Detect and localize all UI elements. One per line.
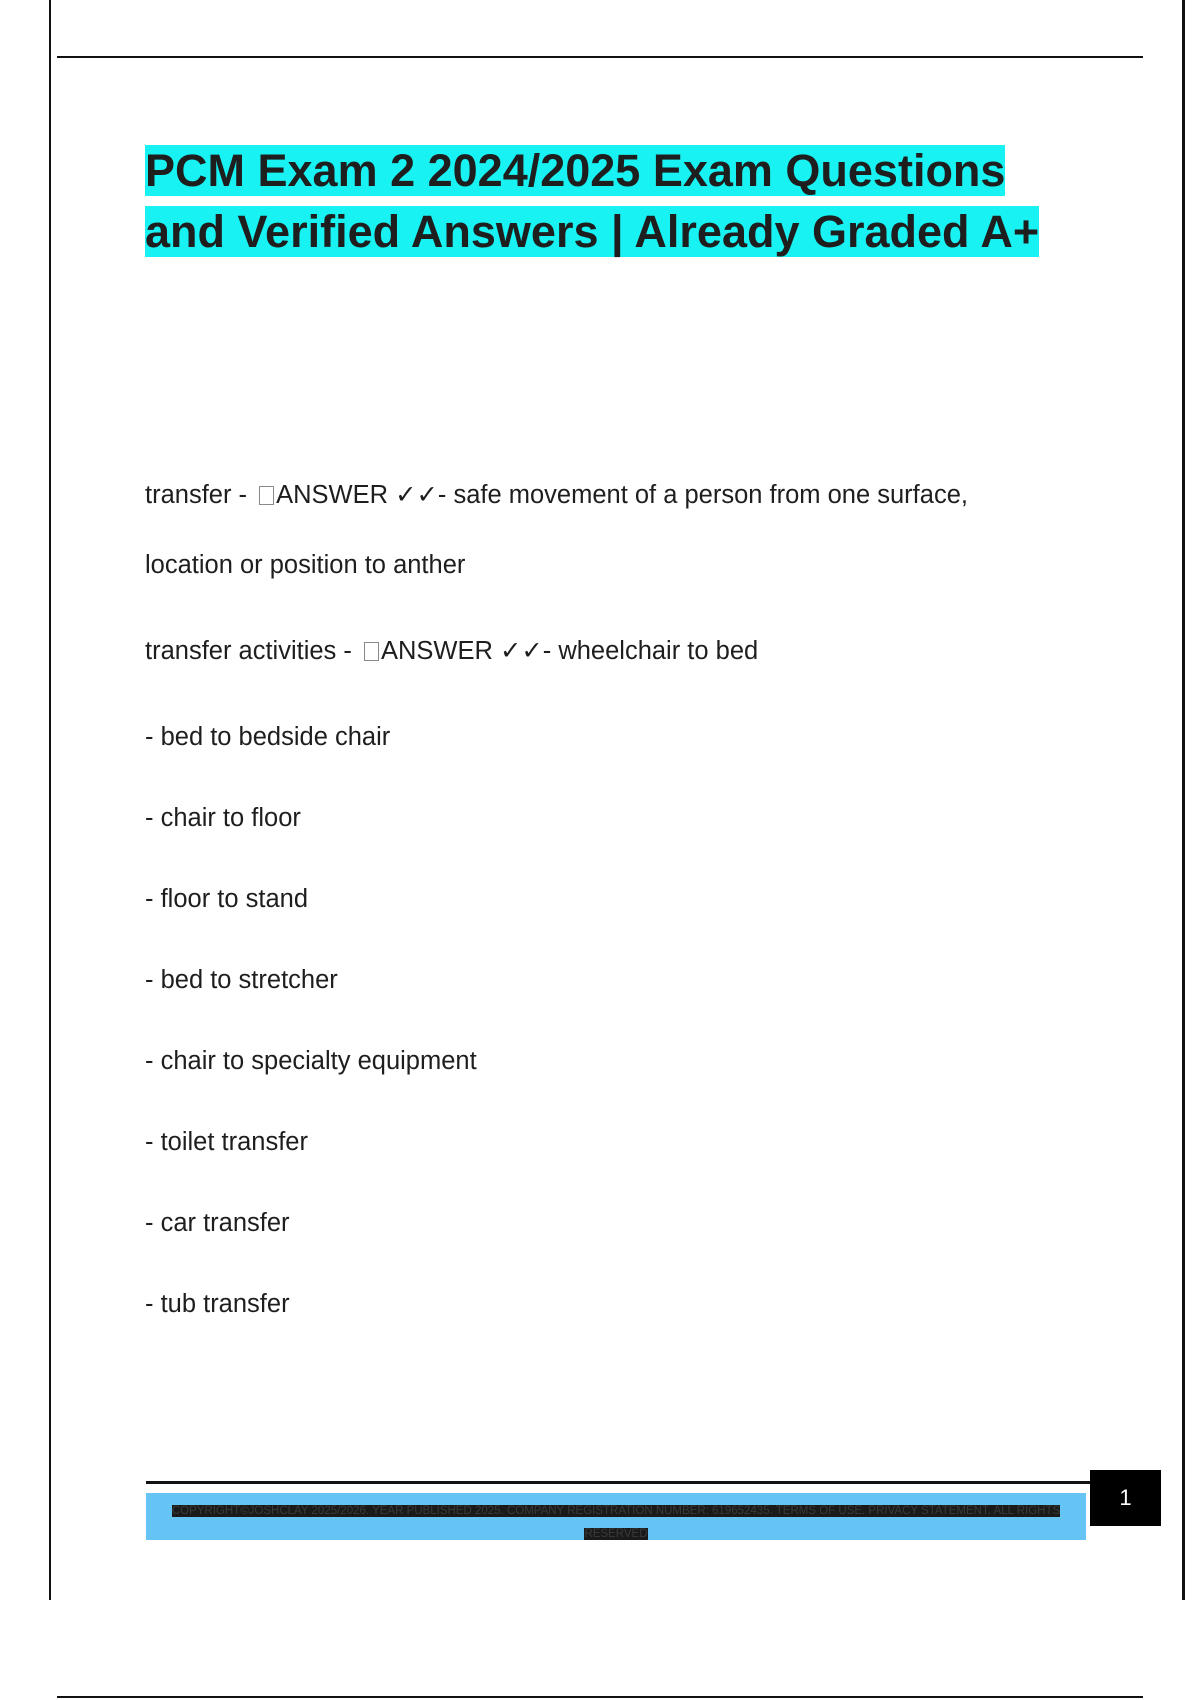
- list-item: - chair to floor: [145, 804, 301, 832]
- header-rule: [57, 56, 1143, 58]
- entry-answer: wheelchair to bed: [558, 637, 759, 665]
- entry-transfer: [145, 480, 968, 510]
- list-item: - toilet transfer: [145, 1128, 308, 1156]
- list-item: - chair to specialty equipment: [145, 1047, 477, 1075]
- missing-glyph-box-icon: [259, 486, 274, 505]
- footer-copyright: COPYRIGHT©JOSHCLAY 2025/2026. YEAR PUBLISHED 2025. COMPANY REGISTRATION NUMBER: 619652435. TERMS OF USE. PRIVACY STATEMENT. ALL RIGHTS RESERVED: [171, 1505, 1061, 1540]
- list-item: - floor to stand: [145, 885, 308, 913]
- entry-transfer-activities: [145, 636, 758, 666]
- entry-answer-continued: location or position to anther: [145, 551, 466, 579]
- page-border-right: [1182, 0, 1185, 1600]
- list-item: - tub transfer: [145, 1290, 290, 1318]
- list-item: - bed to bedside chair: [145, 723, 391, 751]
- next-page-rule: [57, 1696, 1143, 1698]
- list-item: - bed to stretcher: [145, 966, 338, 994]
- entry-term: transfer -: [145, 481, 255, 509]
- answer-label: ANSWER ✓✓-: [276, 481, 454, 509]
- footer-rule: [146, 1481, 1091, 1484]
- entry-answer: safe movement of a person from one surface,: [453, 481, 968, 509]
- answer-label: ANSWER ✓✓-: [380, 637, 559, 665]
- missing-glyph-box-icon: [364, 642, 379, 661]
- list-item: - car transfer: [145, 1209, 290, 1237]
- page-number: 1: [1090, 1470, 1161, 1526]
- document-title: PCM Exam 2 2024/2025 Exam Questions and Verified Answers | Already Graded A+: [145, 145, 1040, 257]
- page-border-left: [49, 0, 51, 1600]
- entry-term: transfer activities -: [145, 637, 359, 665]
